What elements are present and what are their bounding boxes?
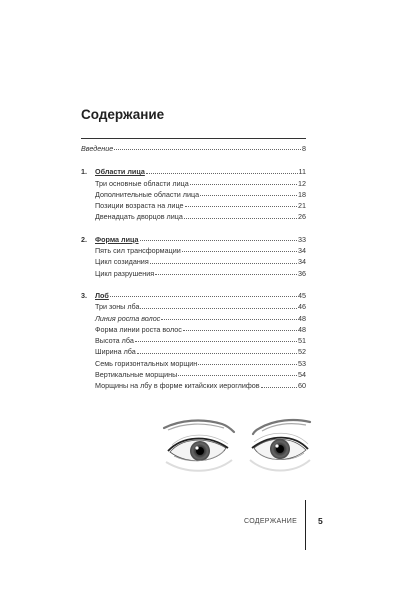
toc-entry[interactable]: [81, 268, 306, 279]
toc-entry-label: Введение: [81, 144, 114, 153]
toc-entry-page: 26: [298, 212, 306, 222]
toc-entry[interactable]: [81, 178, 306, 189]
leader-dots: [150, 263, 297, 264]
toc-entry-label: Вертикальные морщины: [95, 370, 178, 380]
toc-entry[interactable]: [81, 346, 306, 357]
toc-section-3[interactable]: [81, 290, 306, 301]
page-title: Содержание: [81, 107, 165, 122]
toc-section-1[interactable]: [81, 166, 306, 177]
toc-entry-page: 52: [298, 347, 306, 357]
toc-entry[interactable]: [81, 301, 306, 312]
leader-dots: [261, 387, 297, 388]
section-label: Форма лица: [95, 234, 139, 244]
eyes-sketch-icon: [162, 418, 312, 484]
toc-entry-page: 48: [298, 324, 306, 334]
toc-entry-label: Позиции возраста на лице: [95, 201, 184, 211]
leader-dots: [183, 330, 297, 331]
section-number: 1.: [81, 167, 87, 177]
toc-entry[interactable]: [81, 369, 306, 380]
leader-dots: [146, 173, 298, 174]
section-page: 33: [298, 234, 306, 244]
toc-entry[interactable]: [81, 200, 306, 211]
toc-entry-page: 34: [298, 246, 306, 256]
toc-entry-label: Три основные области лица: [95, 178, 189, 188]
toc-entry-label: Морщины на лбу в форме китайских иероглифов: [95, 381, 260, 391]
leader-dots: [190, 184, 297, 185]
leader-dots: [161, 319, 297, 320]
leader-dots: [182, 251, 297, 252]
toc-entry-page: 46: [298, 302, 306, 312]
toc-entry-page: 48: [298, 313, 306, 323]
leader-dots: [137, 353, 297, 354]
toc-entry-page: 21: [298, 201, 306, 211]
toc-entry-label: Линия роста волос: [95, 313, 161, 323]
leader-dots: [110, 296, 297, 297]
leader-dots: [114, 149, 301, 150]
toc-entry-label: Цикл разрушения: [95, 268, 155, 278]
page-number: 5: [318, 516, 323, 526]
toc-entry[interactable]: [81, 256, 306, 267]
toc-entry-label: Цикл созидания: [95, 257, 149, 267]
toc-entry-label: Три зоны лба: [95, 302, 140, 312]
leader-dots: [140, 308, 297, 309]
section-label: Области лица: [95, 167, 145, 177]
toc-entry-page: 54: [298, 370, 306, 380]
toc-entry[interactable]: [81, 189, 306, 200]
toc-entry[interactable]: [81, 245, 306, 256]
toc-entry[interactable]: [81, 211, 306, 222]
section-label: Лоб: [95, 290, 109, 300]
section-page: 11: [298, 167, 306, 177]
toc-section-2[interactable]: [81, 234, 306, 245]
toc-entry-label: Форма линии роста волос: [95, 324, 182, 334]
toc-entry-label: Высота лба: [95, 336, 134, 346]
toc-entry[interactable]: [81, 313, 306, 324]
toc-entry-label: Семь горизонтальных морщин: [95, 358, 198, 368]
footer-divider: [305, 500, 306, 550]
leader-dots: [178, 375, 297, 376]
section-page: 45: [298, 290, 306, 300]
leader-dots: [140, 240, 297, 241]
toc-entry[interactable]: [81, 335, 306, 346]
table-of-contents: [81, 138, 306, 392]
leader-dots: [155, 274, 297, 275]
leader-dots: [185, 206, 298, 207]
toc-entry-page: 34: [298, 257, 306, 267]
toc-entry-page: 53: [298, 358, 306, 368]
section-number: 2.: [81, 234, 87, 244]
toc-entry[interactable]: [81, 358, 306, 369]
leader-dots: [198, 364, 297, 365]
toc-entry-page: 18: [298, 189, 306, 199]
toc-entry-intro[interactable]: [81, 143, 306, 154]
toc-entry[interactable]: [81, 380, 306, 391]
section-number: 3.: [81, 290, 87, 300]
leader-dots: [135, 341, 297, 342]
title-rule: [81, 138, 306, 139]
toc-entry-label: Дополнительные области лица: [95, 189, 200, 199]
toc-entry-page: 36: [298, 268, 306, 278]
leader-dots: [200, 195, 297, 196]
leader-dots: [184, 218, 297, 219]
toc-entry-label: Двенадцать дворцов лица: [95, 212, 183, 222]
toc-entry-label: Ширина лба: [95, 347, 136, 357]
footer-section-label: СОДЕРЖАНИЕ: [244, 518, 298, 525]
toc-entry-page: 51: [298, 336, 306, 346]
toc-entry-page: 8: [302, 144, 306, 153]
toc-entry[interactable]: [81, 324, 306, 335]
toc-entry-page: 60: [298, 381, 306, 391]
toc-entry-page: 12: [298, 178, 306, 188]
toc-entry-label: Пять сил трансформации: [95, 246, 181, 256]
